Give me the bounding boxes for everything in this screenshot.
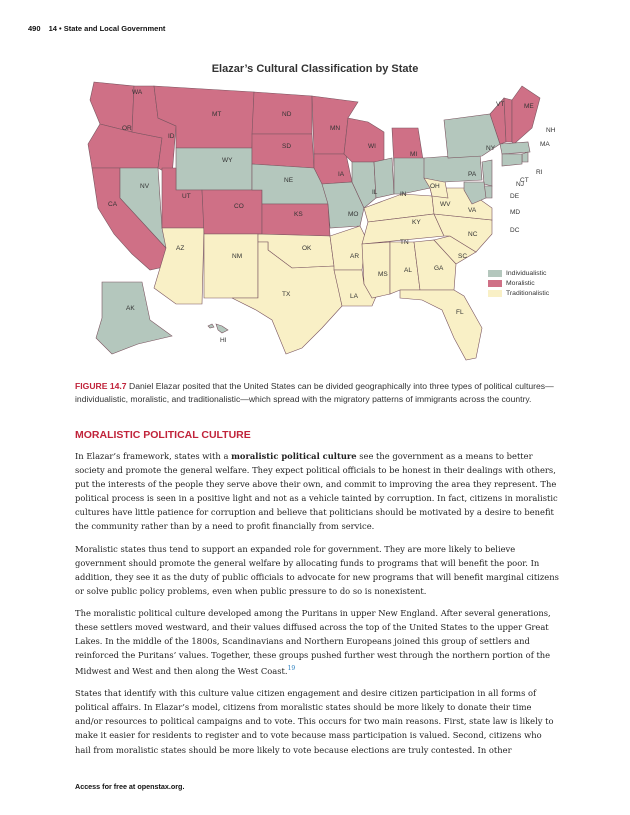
state-shape-hi-main — [216, 324, 228, 333]
state-label-id: ID — [168, 133, 175, 140]
legend-label: Individualistic — [506, 269, 547, 277]
state-label-or: OR — [122, 125, 132, 132]
text-run: The moralistic political culture developed among the Puritans in upper New England. After several generations, these settlers moved westward, and their values diffused across the top of the United States to the upper Great Lakes. In the middle of the 1800s, Scandinavians and Northern Europeans joined this group of settlers and reinforced the Puritans’ values. Together, these groups pushed further west through the northern portion of the Midwest and West and then along the West Coast. — [75, 607, 551, 677]
state-label-mo: MO — [348, 211, 359, 218]
map-legend — [488, 268, 549, 298]
state-label-fl: FL — [456, 309, 464, 316]
legend-label: Moralistic — [506, 279, 535, 287]
running-header — [28, 24, 165, 33]
legend-swatch — [488, 280, 502, 287]
state-label-nc: NC — [468, 231, 478, 238]
state-shape-ks — [262, 204, 330, 236]
paragraph — [75, 606, 559, 678]
state-label-nh: NH — [546, 127, 556, 134]
state-label-ky: KY — [412, 219, 421, 226]
legend-swatch — [488, 290, 502, 297]
paragraph — [75, 449, 559, 534]
state-label-ri: RI — [536, 169, 543, 176]
body-text — [75, 449, 559, 765]
legend-item-moralistic — [488, 278, 549, 288]
figure-caption — [75, 380, 557, 406]
state-shape-ri — [522, 152, 528, 162]
state-label-ut: UT — [182, 193, 191, 200]
us-map — [72, 58, 558, 370]
state-label-sc: SC — [458, 253, 468, 260]
state-label-hi: HI — [220, 337, 227, 344]
state-shape-ia — [314, 154, 352, 184]
state-label-ny: NY — [486, 145, 496, 152]
legend-item-traditionalistic — [488, 288, 549, 298]
state-label-nv: NV — [140, 183, 150, 190]
legend-label: Traditionalistic — [506, 289, 550, 297]
figure-map — [72, 58, 558, 370]
state-label-ca: CA — [108, 201, 118, 208]
state-label-nm: NM — [232, 253, 243, 260]
state-label-wv: WV — [440, 201, 451, 208]
state-label-il: IL — [372, 189, 378, 196]
text-run: see the government as a means to better society and promote the general welfare. They expect political officials to be honest in their dealings with others, put the interests of the people they serve above their own, and commit to improving the area they represent. The political process is seen in a positive light and not as a vehicle tainted by corruption. In fact, citizens in moralistic cultures have little patience for corruption and believe that politicians should be motivated by a desire to benefit the community rather than by a need to profit financially from service. — [75, 451, 558, 532]
state-label-mt: MT — [212, 111, 222, 118]
state-shape-ar — [330, 226, 366, 270]
state-label-wy: WY — [222, 157, 233, 164]
state-label-mn: MN — [330, 125, 341, 132]
state-label-dc: DC — [510, 227, 520, 234]
state-label-tx: TX — [282, 291, 291, 298]
state-shape-sd — [252, 134, 314, 168]
state-label-ma: MA — [540, 141, 550, 148]
state-shape-wi — [344, 118, 384, 162]
state-label-va: VA — [468, 207, 477, 214]
state-label-ia: IA — [338, 171, 345, 178]
state-shape-me — [512, 86, 540, 144]
running-title: 14 • State and Local Government — [48, 24, 166, 33]
state-label-de: DE — [510, 193, 520, 200]
legend-item-individualistic — [488, 268, 549, 278]
legend-swatch — [488, 270, 502, 277]
state-label-nd: ND — [282, 111, 292, 118]
key-term: moralistic political culture — [231, 451, 357, 461]
figure-label: FIGURE 14.7 — [75, 381, 127, 391]
state-label-ar: AR — [350, 253, 360, 260]
state-label-ga: GA — [434, 265, 444, 272]
state-label-la: LA — [350, 293, 358, 300]
state-label-in: IN — [400, 191, 407, 198]
footnote-link[interactable]: 19 — [287, 665, 296, 673]
state-label-ne: NE — [284, 177, 294, 184]
state-label-pa: PA — [468, 171, 477, 178]
state-shape-ma — [500, 142, 530, 154]
state-label-ok: OK — [302, 245, 312, 252]
state-label-ms: MS — [378, 271, 388, 278]
state-shape-wy — [176, 148, 252, 190]
state-label-sd: SD — [282, 143, 292, 150]
figure-title: Elazar’s Cultural Classification by State — [211, 63, 419, 75]
state-label-wi: WI — [368, 143, 376, 150]
page-footer: Access for free at openstax.org. — [75, 782, 185, 791]
state-label-mi: MI — [410, 151, 418, 158]
state-label-me: ME — [524, 103, 534, 110]
state-label-ct: CT — [520, 177, 529, 184]
state-label-vt: VT — [496, 101, 505, 108]
text-run: In Elazar’s framework, states with a — [75, 451, 232, 461]
section-heading: MORALISTIC POLITICAL CULTURE — [75, 429, 251, 441]
page-number: 490 — [28, 24, 41, 33]
state-label-oh: OH — [430, 183, 440, 190]
state-shape-fl — [400, 290, 482, 360]
state-label-wa: WA — [132, 89, 143, 96]
paragraph: Moralistic states thus tend to support an expanded role for government. They are more likely to believe government should promote the general welfare by allocating funds to programs that will benefit the poor. In addition, they see it as the duty of public officials to advocate for new programs that will benefit marginal citizens or solve public policy problems, even when public pressure to do so is nonexistent. — [75, 543, 559, 596]
state-shape-hi-small — [208, 324, 214, 328]
state-shape-ct — [502, 154, 522, 166]
state-label-co: CO — [234, 203, 244, 210]
state-label-nj: NJ — [516, 181, 524, 188]
caption-text: Daniel Elazar posited that the United States can be divided geographically into three types of political cultures—individualistic, moralistic, and traditionalistic—which spread with the migratory patterns of immigrants across the country. — [75, 381, 554, 404]
state-label-az: AZ — [176, 245, 185, 252]
paragraph: States that identify with this culture value citizen engagement and desire citizen participation in all forms of political affairs. In Elazar’s model, citizens from moralistic states should be more likely to donate their time and/or resources to political campaigns and to vote. This occurs for two main reasons. First, state law is likely to make it easier for residents to register and to vote because mass participation is valued. Second, citizens who hail from moralistic states should be more likely to vote because elections are truly contested. In other — [75, 688, 554, 755]
state-label-md: MD — [510, 209, 521, 216]
state-shape-co — [202, 190, 262, 234]
state-label-al: AL — [404, 267, 412, 274]
state-label-ks: KS — [294, 211, 303, 218]
state-label-ak: AK — [126, 305, 135, 312]
state-label-tn: TN — [400, 239, 409, 246]
state-shape-nm — [204, 234, 258, 298]
